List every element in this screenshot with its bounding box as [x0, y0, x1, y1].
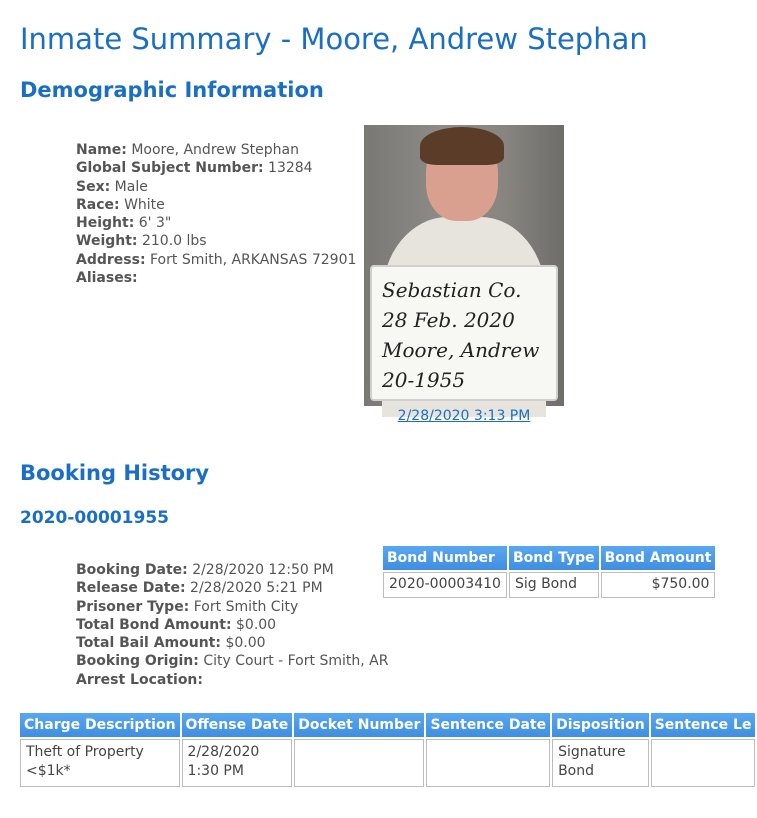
booking-board [370, 265, 558, 401]
mugshot-photo[interactable] [364, 125, 564, 406]
field-name: Name: Moore, Andrew Stephan [76, 142, 299, 158]
bond-amount-header[interactable]: Bond Amount [601, 546, 716, 570]
sentence-date-cell [426, 739, 550, 787]
charge-description-header[interactable]: Charge Description [20, 713, 180, 737]
charge-table-header [20, 713, 755, 737]
field-release-date: Release Date: 2/28/2020 5:21 PM [76, 580, 323, 597]
booking-fields [76, 561, 388, 689]
field-total-bond-amount: Total Bond Amount: $0.00 [76, 616, 277, 633]
field-arrest-location: Arrest Location: [76, 671, 203, 688]
photo-hair [420, 127, 504, 165]
docket-number-header[interactable]: Docket Number [294, 713, 424, 737]
table-row [383, 572, 715, 598]
booking-history-heading: Booking History [20, 461, 210, 485]
field-weight: Weight: 210.0 lbs [76, 233, 207, 250]
field-sex: Sex: Male [76, 178, 148, 195]
bond-type-header[interactable]: Bond Type [509, 546, 599, 570]
field-booking-origin: Booking Origin: City Court - Fort Smith, AR [76, 653, 389, 670]
bond-number-header[interactable]: Bond Number [383, 546, 507, 570]
board-line: 20-1955 [382, 368, 466, 392]
sentence-length-cell [651, 739, 756, 787]
field-global-subject-number: Global Subject Number: 13284 [76, 160, 313, 177]
board-line: 28 Feb. 2020 [382, 308, 515, 332]
disposition-cell: Signature Bond [552, 739, 649, 787]
offense-date-cell: 2/28/2020 1:30 PM [182, 739, 293, 787]
field-aliases: Aliases: [76, 270, 138, 287]
field-prisoner-type: Prisoner Type: Fort Smith City [76, 598, 299, 615]
table-row [20, 739, 755, 787]
bond-type-cell: Sig Bond [509, 572, 599, 598]
board-line: Moore, Andrew [382, 338, 540, 362]
charge-table [18, 711, 757, 789]
field-height: Height: 6' 3" [76, 215, 172, 232]
demographic-heading: Demographic Information [20, 78, 324, 102]
booking-number: 2020-00001955 [20, 508, 169, 528]
photo-date-link[interactable]: 2/28/2020 3:13 PM [397, 408, 531, 424]
bond-table [381, 544, 717, 600]
bond-amount-cell: $750.00 [601, 572, 716, 598]
field-booking-date: Booking Date: 2/28/2020 12:50 PM [76, 562, 334, 578]
field-race: Race: White [76, 196, 165, 213]
disposition-header[interactable]: Disposition [552, 713, 649, 737]
sentence-length-header[interactable]: Sentence Le [651, 713, 756, 737]
bond-table-header [383, 546, 715, 570]
docket-number-cell [294, 739, 424, 787]
field-address: Address: Fort Smith, ARKANSAS 72901 [76, 251, 357, 268]
page-title: Inmate Summary - Moore, Andrew Stephan [20, 22, 648, 56]
field-total-bail-amount: Total Bail Amount: $0.00 [76, 635, 266, 652]
demographic-fields [76, 141, 356, 287]
sentence-date-header[interactable]: Sentence Date [426, 713, 550, 737]
offense-date-header[interactable]: Offense Date [182, 713, 293, 737]
board-line: Sebastian Co. [382, 278, 522, 302]
bond-number-cell: 2020-00003410 [383, 572, 507, 598]
charge-description-cell: Theft of Property <$1k* [20, 739, 180, 787]
